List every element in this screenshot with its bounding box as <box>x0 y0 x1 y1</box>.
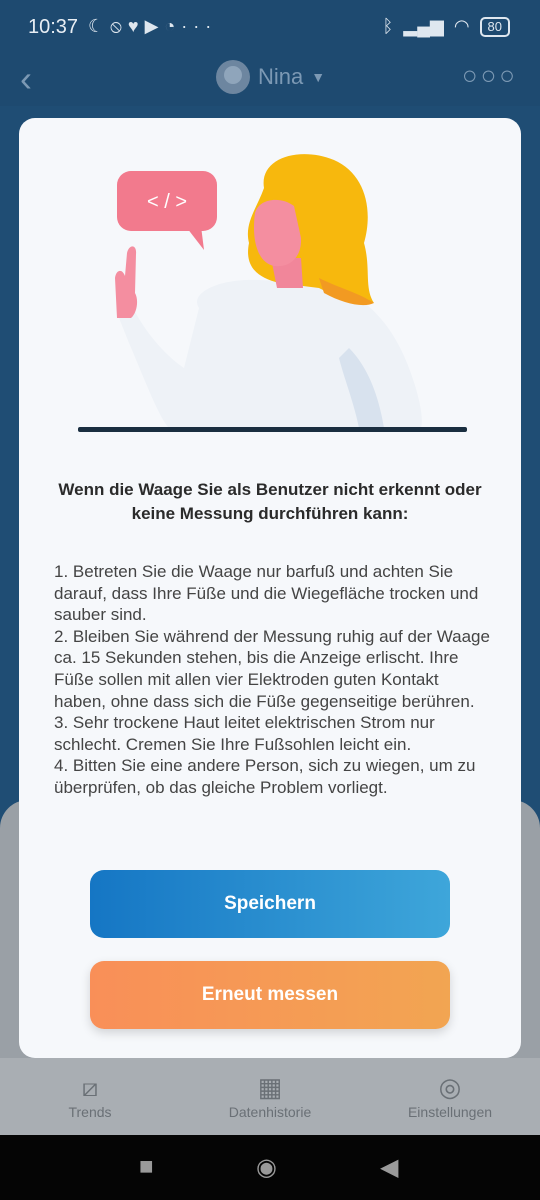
save-button[interactable]: Speichern <box>90 870 450 938</box>
heart-icon: ♥ <box>127 16 145 36</box>
nav-item-einstellungen[interactable] <box>380 1070 520 1120</box>
status-right-icons <box>383 16 510 37</box>
youtube-icon: ▶ <box>144 16 165 36</box>
nav-item-trends[interactable] <box>20 1070 160 1120</box>
dialog-title: Wenn die Waage Sie als Benutzer nicht erkennt oder keine Messung durchführen kann: <box>58 480 482 523</box>
mute-icon: ⦸ <box>110 16 128 36</box>
back-icon[interactable]: ◀ <box>380 1154 399 1181</box>
home-icon[interactable]: ◉ <box>256 1154 277 1181</box>
signal-icon: ▂▄▆ <box>403 16 444 36</box>
status-left-icons <box>88 16 217 37</box>
more-dots-icon: ··· <box>181 16 218 36</box>
dialog-body: 1. Betreten Sie die Waage nur barfuß und achten Sie darauf, dass Ihre Füße und die Wiegefläche trocken und sauber sind. 2. Bleiben Sie während der Messung ruhig auf der Waage ca. 15 Sekunden stehen, bis die Anzeige erlischt. Ihre Füße sollen mit allen vier Elektroden guten Kontakt haben, ohne dass sich die Füße gegenseitige berühren. 3. Sehr trockene Haut leitet elektrischen Strom nur schlecht. Cremen Sie Ihre Fußsohlen leicht ein. 4. Bitten Sie eine andere Person, sich zu wiegen, um zu überprüfen, ob das gleiche Problem vorliegt. <box>54 562 490 797</box>
nav-label-datenhistorie: Datenhistorie <box>228 1104 312 1120</box>
battery-indicator: 80 <box>480 17 510 37</box>
wifi-icon: ◠ <box>453 16 470 36</box>
moon-icon: ☾ <box>88 16 111 36</box>
measure-again-button[interactable]: Erneut messen <box>90 961 450 1029</box>
calendar-icon: ▦ <box>257 1072 283 1102</box>
avatar <box>216 60 250 94</box>
status-bar <box>0 0 540 56</box>
speech-bubble-tail <box>187 226 204 250</box>
status-time: 10:37 <box>28 16 79 38</box>
nav-item-datenhistorie[interactable] <box>200 1070 340 1120</box>
illustration-hand <box>115 246 137 318</box>
nav-label-trends: Trends <box>68 1104 112 1120</box>
user-name: Nina <box>258 64 304 89</box>
bluetooth-icon: ᛒ <box>382 16 394 36</box>
system-nav-bar <box>0 1135 540 1200</box>
nav-label-einstellungen: Einstellungen <box>407 1104 493 1120</box>
settings-circle-icon: ◎ <box>438 1072 462 1102</box>
caret-down-icon: ▼ <box>311 69 326 85</box>
bottom-nav <box>0 1058 540 1135</box>
illustration-face <box>254 200 301 266</box>
app-bar <box>0 56 540 106</box>
recent-apps-icon[interactable]: ■ <box>139 1153 154 1180</box>
help-dialog <box>19 118 521 1058</box>
user-selector[interactable] <box>216 60 325 94</box>
trend-arrow-icon: ⧄ <box>81 1072 99 1102</box>
speech-bubble-text: < / > <box>146 191 188 213</box>
rss-icon: ◔ <box>164 16 182 36</box>
more-horizontal-icon[interactable]: ○○○ <box>461 60 518 90</box>
floor-line <box>78 427 467 432</box>
chevron-left-icon[interactable]: ‹ <box>20 58 32 99</box>
illustration <box>19 118 521 448</box>
